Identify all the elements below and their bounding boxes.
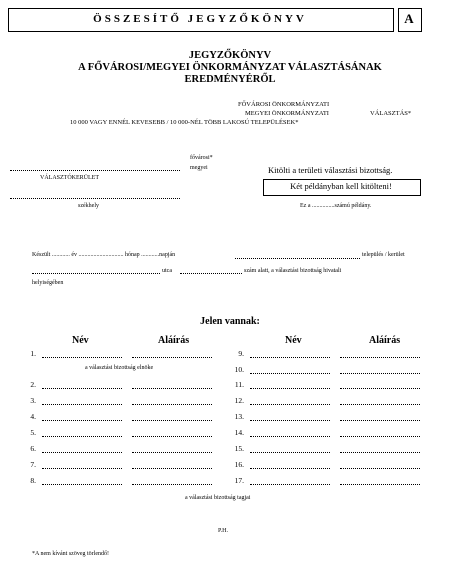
left-row-number: 2. xyxy=(30,380,36,389)
right-name-field[interactable] xyxy=(250,357,330,358)
district-fovarosi: fővárosi* xyxy=(190,155,213,161)
copy-number-label: Ez a ...............számú példány. xyxy=(300,203,372,209)
seat-input-line[interactable] xyxy=(10,198,180,199)
house-number-input-line[interactable] xyxy=(180,273,242,274)
right-signature-field[interactable] xyxy=(340,468,420,469)
left-signature-field[interactable] xyxy=(132,357,212,358)
subtitle-valasztas: VÁLASZTÁS* xyxy=(370,110,412,117)
duplicate-notice: Két példányban kell kitölteni! xyxy=(290,181,392,191)
left-name-field[interactable] xyxy=(42,436,122,437)
right-name-field[interactable] xyxy=(250,388,330,389)
left-signature-field[interactable] xyxy=(132,484,212,485)
right-row-number: 11. xyxy=(234,380,244,389)
document-type-title: ÖSSZESÍTŐ JEGYZŐKÖNYV xyxy=(93,13,307,25)
right-name-field[interactable] xyxy=(250,452,330,453)
left-name-field[interactable] xyxy=(42,404,122,405)
left-name-field[interactable] xyxy=(42,484,122,485)
right-row-number: 10. xyxy=(234,365,244,374)
left-row-number: 3. xyxy=(30,396,36,405)
right-row-number: 14. xyxy=(234,428,244,437)
premises-label: helyiségében xyxy=(32,280,64,286)
right-name-field[interactable] xyxy=(250,436,330,437)
title-line-2: A FŐVÁROSI/MEGYEI ÖNKORMÁNYZAT VÁLASZTÁSÁNAK xyxy=(78,62,382,73)
right-row-number: 9. xyxy=(238,349,244,358)
left-signature-header: Aláírás xyxy=(158,335,190,346)
address-suffix: szám alatt, a választási bizottság hivatali xyxy=(244,268,342,274)
right-row-number: 16. xyxy=(234,460,244,469)
left-signature-field[interactable] xyxy=(132,404,212,405)
subtitle-fovarosi: FŐVÁROSI ÖNKORMÁNYZATI xyxy=(238,101,330,108)
subtitle-population: 10 000 VAGY ENNÉL KEVESEBB / 10 000-NÉL TÖBB LAKOSÚ TELEPÜLÉSEK* xyxy=(70,119,299,126)
footnote: *A nem kívánt szöveg törlendő! xyxy=(32,551,109,557)
subtitle-megyei: MEGYEI ÖNKORMÁNYZATI xyxy=(245,110,329,117)
right-signature-field[interactable] xyxy=(340,404,420,405)
district-label: VÁLASZTÓKERÜLET xyxy=(40,175,99,181)
right-signature-field[interactable] xyxy=(340,373,420,374)
right-row-number: 15. xyxy=(234,444,244,453)
left-name-field[interactable] xyxy=(42,468,122,469)
right-name-field[interactable] xyxy=(250,468,330,469)
left-name-field[interactable] xyxy=(42,388,122,389)
right-row-number: 12. xyxy=(234,396,244,405)
left-name-field[interactable] xyxy=(42,357,122,358)
right-signature-field[interactable] xyxy=(340,388,420,389)
right-signature-field[interactable] xyxy=(340,452,420,453)
fill-notice: Kitölti a területi választási bizottság. xyxy=(268,165,393,175)
right-signature-field[interactable] xyxy=(340,357,420,358)
right-name-field[interactable] xyxy=(250,404,330,405)
left-row-number: 6. xyxy=(30,444,36,453)
members-label: a választási bizottság tagjai xyxy=(185,495,251,501)
left-name-header: Név xyxy=(72,335,89,346)
left-signature-field[interactable] xyxy=(132,468,212,469)
settlement-input-line[interactable] xyxy=(235,258,360,259)
stamp-label: P.H. xyxy=(218,528,229,534)
left-name-field[interactable] xyxy=(42,420,122,421)
district-input-line[interactable] xyxy=(10,170,180,171)
right-signature-field[interactable] xyxy=(340,436,420,437)
title-line-1: JEGYZŐKÖNYV xyxy=(188,50,272,61)
right-row-number: 17. xyxy=(234,476,244,485)
left-row-number: 8. xyxy=(30,476,36,485)
right-signature-field[interactable] xyxy=(340,484,420,485)
right-signature-header: Aláírás xyxy=(369,335,401,346)
left-signature-field[interactable] xyxy=(132,388,212,389)
right-name-field[interactable] xyxy=(250,420,330,421)
form-badge-letter: A xyxy=(404,11,414,26)
chair-label: a választási bizottság elnöke xyxy=(85,365,154,371)
present-title: Jelen vannak: xyxy=(200,316,260,327)
street-input-line[interactable] xyxy=(32,273,160,274)
district-megyei: megyei xyxy=(190,165,208,171)
right-name-field[interactable] xyxy=(250,484,330,485)
street-label: utca xyxy=(162,268,172,274)
right-name-header: Név xyxy=(285,335,302,346)
left-signature-field[interactable] xyxy=(132,452,212,453)
settlement-label: település / kerület xyxy=(362,252,405,258)
right-signature-field[interactable] xyxy=(340,420,420,421)
left-row-number: 7. xyxy=(30,460,36,469)
title-line-3: EREDMÉNYÉRŐL xyxy=(184,74,276,85)
left-row-number: 1. xyxy=(30,349,36,358)
left-name-field[interactable] xyxy=(42,452,122,453)
left-row-number: 4. xyxy=(30,412,36,421)
left-row-number: 5. xyxy=(30,428,36,437)
right-row-number: 13. xyxy=(234,412,244,421)
left-signature-field[interactable] xyxy=(132,436,212,437)
left-signature-field[interactable] xyxy=(132,420,212,421)
right-name-field[interactable] xyxy=(250,373,330,374)
made-date: Készült ............ év .............................. hónap ............napján xyxy=(32,252,176,258)
seat-label: székhely xyxy=(78,203,99,209)
